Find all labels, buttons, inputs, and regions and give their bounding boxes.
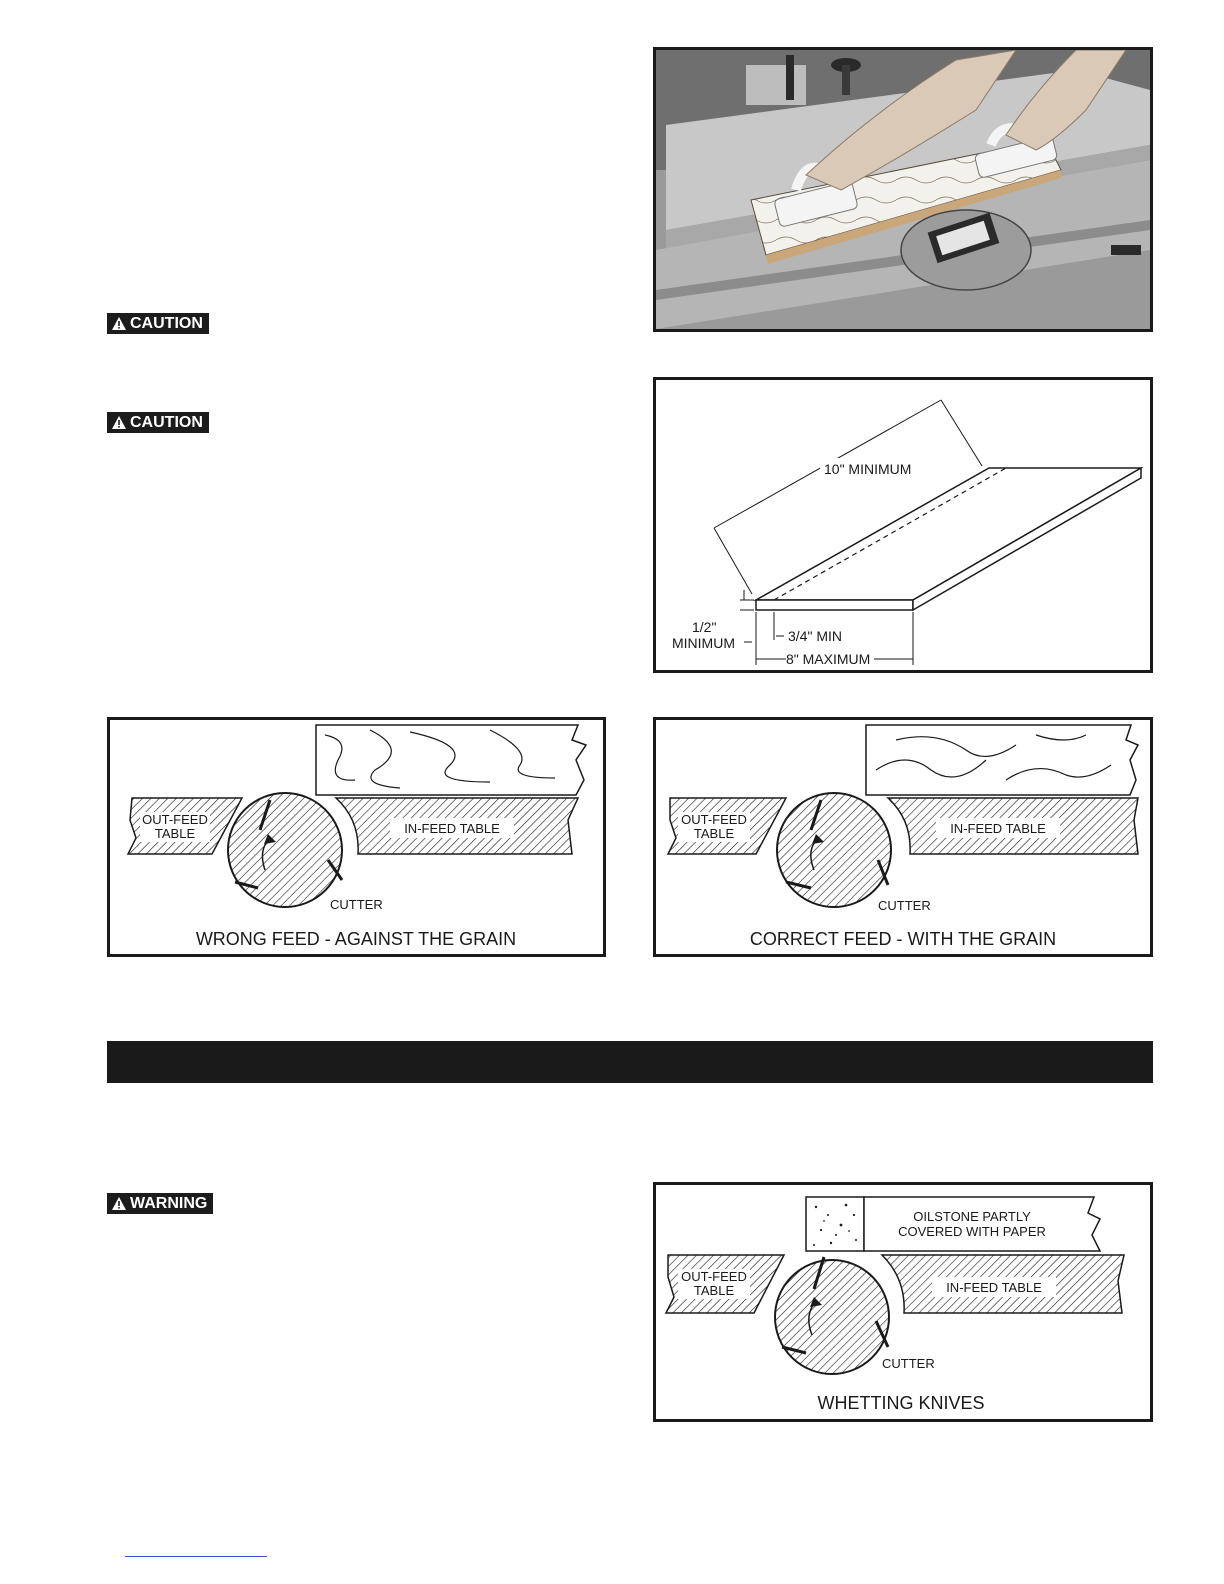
jointer-photo	[653, 47, 1153, 332]
jointer-photo-illustration	[656, 50, 1150, 329]
correct-feed-caption: CORRECT FEED - WITH THE GRAIN	[749, 929, 1057, 949]
whetting-knives-diagram	[656, 1185, 1150, 1419]
width-max-label: 8" MAXIMUM	[786, 651, 871, 667]
cutter-label: CUTTER	[330, 897, 383, 912]
board-dimensions-figure	[653, 377, 1153, 673]
infeed-label: IN-FEED TABLE	[404, 821, 500, 836]
thickness-label-1: 1/2"	[692, 619, 717, 635]
whetting-caption: WHETTING KNIVES	[817, 1393, 985, 1413]
correct-feed-figure	[653, 717, 1153, 957]
oilstone-label-2: COVERED WITH PAPER	[898, 1224, 1046, 1239]
infeed-label: IN-FEED TABLE	[950, 821, 1046, 836]
outfeed-label-2: TABLE	[154, 826, 196, 841]
caution-badge	[107, 412, 209, 433]
thickness-label-2: MINIMUM	[672, 635, 735, 651]
length-label: 10" MINIMUM	[824, 461, 912, 477]
outfeed-label-1: OUT-FEED	[142, 812, 208, 827]
cutter-label: CUTTER	[882, 1356, 935, 1371]
board-dimensions-diagram	[656, 380, 1150, 670]
wrong-feed-diagram	[110, 720, 603, 954]
caution-label: CAUTION	[130, 414, 203, 431]
warning-label: WARNING	[130, 1195, 208, 1212]
wrong-feed-figure	[107, 717, 606, 957]
footer-link-underline[interactable]	[125, 1556, 267, 1557]
warning-triangle-icon	[111, 1196, 127, 1211]
caution-badge	[107, 313, 209, 334]
warning-badge	[107, 1193, 213, 1214]
outfeed-label-2: TABLE	[693, 826, 735, 841]
cutter-label: CUTTER	[878, 898, 931, 913]
width-min-label: 3/4" MIN	[788, 628, 842, 644]
whetting-knives-figure	[653, 1182, 1153, 1422]
warning-triangle-icon	[111, 316, 127, 331]
warning-triangle-icon	[111, 415, 127, 430]
outfeed-label-1: OUT-FEED	[681, 812, 747, 827]
wrong-feed-caption: WRONG FEED - AGAINST THE GRAIN	[195, 929, 517, 949]
infeed-label: IN-FEED TABLE	[946, 1280, 1042, 1295]
outfeed-label-2: TABLE	[693, 1283, 735, 1298]
correct-feed-diagram	[656, 720, 1150, 954]
oilstone-label-1: OILSTONE PARTLY	[913, 1209, 1031, 1224]
outfeed-label-1: OUT-FEED	[681, 1269, 747, 1284]
caution-label: CAUTION	[130, 315, 203, 332]
section-header-bar	[107, 1041, 1153, 1083]
